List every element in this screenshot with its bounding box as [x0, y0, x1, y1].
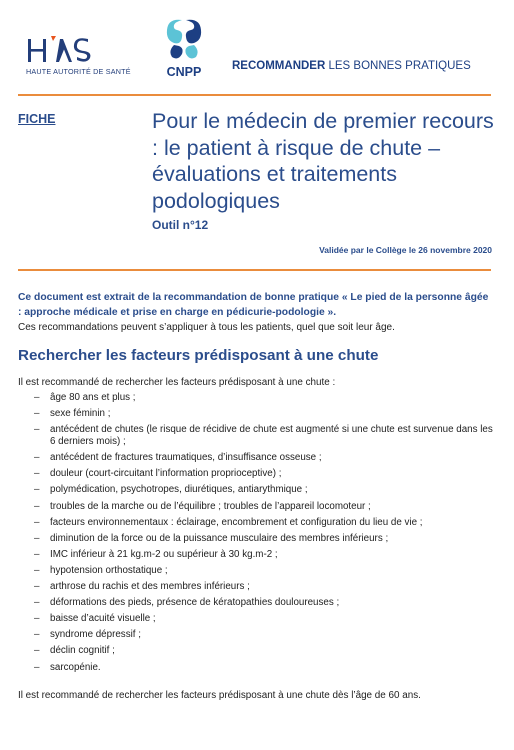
title-divider: [18, 269, 491, 271]
list-item-text: âge 80 ans et plus ;: [50, 392, 136, 403]
list-item-text: arthrose du rachis et des membres inférieurs ;: [50, 581, 250, 593]
list-item-text: diminution de la force ou de la puissance musculaire des membres inférieurs ;: [50, 532, 389, 544]
list-item: [34, 517, 498, 529]
list-item: [34, 629, 498, 641]
list-item: [34, 581, 498, 593]
dash-bullet: –: [34, 613, 40, 625]
applicability-note: Ces recommandations peuvent s’appliquer à tous les patients, quel que soit leur âge.: [18, 322, 395, 333]
list-item: [34, 613, 498, 625]
list-item: [34, 484, 498, 496]
closing-paragraph: Il est recommandé de rechercher les facteurs prédisposant à une chute dès l’âge de 60 ans.: [18, 690, 421, 701]
list-item: [34, 549, 498, 561]
dash-bullet: –: [34, 548, 40, 560]
list-item-text: hypotension orthostatique ;: [50, 564, 168, 576]
dash-bullet: –: [34, 564, 40, 576]
dash-bullet: –: [34, 500, 40, 512]
list-item-text: baisse d’acuité visuelle ;: [50, 613, 156, 625]
list-item-text: douleur (court-circuitant l’information proprioceptive) ;: [50, 468, 282, 480]
risk-factor-list: [34, 392, 498, 678]
cnpp-logo: [158, 18, 210, 79]
list-item-text: facteurs environnementaux : éclairage, encombrement et configuration du lieu de vie ;: [50, 516, 423, 528]
list-item-text: sarcopénie.: [50, 661, 101, 673]
dash-bullet: –: [34, 629, 40, 641]
list-item: [34, 645, 498, 657]
dash-bullet: –: [34, 532, 40, 544]
list-item-text: syndrome dépressif ;: [50, 629, 141, 641]
list-item-text: antécédent de fractures traumatiques, d’insuffisance osseuse ;: [50, 452, 322, 464]
dash-bullet: –: [34, 661, 40, 673]
dash-bullet: –: [34, 452, 40, 464]
cnpp-logo-mark: [162, 18, 206, 60]
list-item: [34, 452, 498, 464]
header-tagline-bold: RECOMMANDER: [232, 60, 326, 72]
page-title: Pour le médecin de premier recours : le patient à risque de chute – évaluations et traitements podologiques: [152, 109, 494, 213]
list-item-text: déclin cognitif ;: [50, 645, 115, 657]
header-tagline: [232, 60, 471, 72]
list-item: [34, 501, 498, 513]
header-divider: [18, 94, 491, 96]
list-item-text: IMC inférieur à 21 kg.m-2 ou supérieur à 30 kg.m-2 ;: [50, 548, 278, 560]
list-item: [34, 565, 498, 577]
intro-paragraph: Ce document est extrait de la recommandation de bonne pratique « Le pied de la personne âgée : approche médicale et prise en charge en pédicurie-podologie ».: [18, 292, 489, 318]
list-item-text: déformations des pieds, présence de kératopathies douloureuses ;: [50, 597, 340, 609]
list-item: [34, 662, 498, 674]
list-item-text: sexe féminin ;: [50, 408, 111, 420]
list-item: [34, 424, 498, 448]
list-item-text: troubles de la marche ou de l’équilibre ; troubles de l’appareil locomoteur ;: [50, 500, 371, 512]
list-item-text: polymédication, psychotropes, diurétiques, antiarythmique ;: [50, 484, 308, 496]
dash-bullet: –: [34, 645, 40, 657]
validation-date: Validée par le Collège le 26 novembre 2020: [319, 245, 492, 255]
dash-bullet: –: [34, 468, 40, 480]
dash-bullet: –: [34, 392, 40, 403]
list-item-text: antécédent de chutes (le risque de récidive de chute est augmenté si une chute est survenue dans les 6 derniers mois) ;: [50, 424, 493, 448]
dash-bullet: –: [34, 484, 40, 496]
has-logo-subtitle: HAUTE AUTORITÉ DE SANTÉ: [26, 67, 131, 76]
dash-bullet: –: [34, 516, 40, 528]
has-logo: [26, 36, 136, 76]
cnpp-logo-text: CNPP: [166, 65, 202, 79]
dash-bullet: –: [34, 424, 40, 436]
dash-bullet: –: [34, 597, 40, 609]
section-title: Rechercher les facteurs prédisposant à une chute: [18, 347, 379, 364]
list-item: [34, 533, 498, 545]
list-item: [34, 468, 498, 480]
dash-bullet: –: [34, 408, 40, 420]
list-item: [34, 392, 498, 404]
fiche-label: FICHE: [18, 112, 56, 126]
has-logo-mark: [26, 36, 106, 64]
tool-number: Outil n°12: [152, 218, 209, 232]
section-lead: Il est recommandé de rechercher les facteurs prédisposant à une chute :: [18, 377, 336, 388]
list-item: [34, 597, 498, 609]
list-item: [34, 408, 498, 420]
header-tagline-rest: LES BONNES PRATIQUES: [325, 60, 471, 72]
dash-bullet: –: [34, 581, 40, 593]
